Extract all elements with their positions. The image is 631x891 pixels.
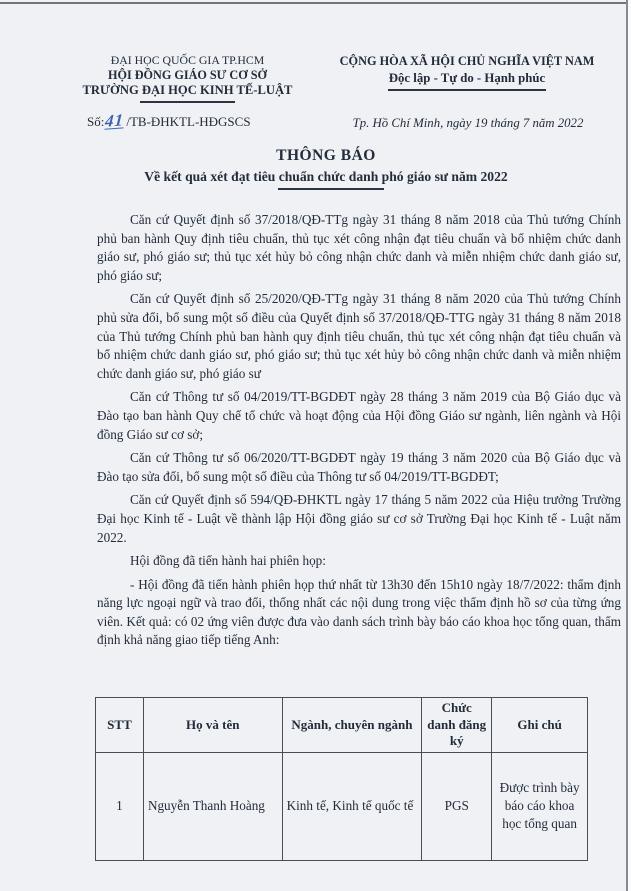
org-council-name: HỘI ĐỒNG GIÁO SƯ CƠ SỞ (107, 68, 268, 82)
paragraph-legal-basis-5: Căn cứ Quyết định số 594/QĐ-ĐHKTL ngày 17 tháng 5 năm 2022 của Hiệu trưởng Trường Đại học Kinh tế - Luật về thành lập Hội đồng giáo sư cơ sở Trường Đại học Kinh tế - Luật năm 2022. (97, 492, 621, 545)
paragraph-legal-basis-2: Căn cứ Quyết định số 25/2020/QĐ-TTg ngày 31 tháng 8 năm 2020 của Thủ tướng Chính phủ sửa đổi, bổ sung một số điều của Quyết định số 37/2018/QĐ-TTG ngày 31 tháng 8 năm 2018 của Thủ tướng Chính phủ ban hành quy định tiêu chuẩn, thủ tục xét công nhận đạt tiêu chuẩn và bổ nhiệm chức danh giáo sư, phó giáo sư; thủ tục xét hủy bỏ công nhận chức danh và miễn nhiệm chức danh giáo sư, phó giáo sư (97, 291, 621, 381)
document-number-line (87, 110, 251, 131)
motto-underline (388, 89, 546, 91)
doc-number-handwritten: 41 (104, 110, 126, 131)
title-underline (278, 188, 384, 190)
org-university-name: TRƯỜNG ĐẠI HỌC KINH TẾ-LUẬT (82, 83, 293, 97)
table-header-row (96, 698, 588, 753)
cell-registered-title: PGS (422, 752, 492, 860)
col-header-stt: STT (96, 698, 144, 753)
issuing-org-block (75, 53, 300, 103)
col-header-major: Ngành, chuyên ngành (282, 698, 422, 753)
paragraph-session-1-result: - Hội đồng đã tiến hành phiên họp thứ nhất từ 13h30 đến 15h10 ngày 18/7/2022: thẩm định năng lực ngoại ngữ và trao đổi, thống nhất các nội dung trong việc thẩm định hồ sơ của từng ứng viên. Kết quả: có 02 ứng viên được đưa vào danh sách trình bày báo cáo khoa học tổng quan, thẩm định khả năng giao tiếp tiếng Anh: (97, 576, 621, 648)
cell-major: Kinh tế, Kinh tế quốc tế (282, 752, 422, 860)
document-body (97, 211, 621, 655)
candidate-result-table (95, 697, 588, 861)
paragraph-legal-basis-4: Căn cứ Thông tư số 06/2020/TT-BGDĐT ngày 19 tháng 3 năm 2020 của Bộ Giáo dục và Đào tạo sửa đổi, bổ sung một số điều của Thông tư số 04/2019/TT-BGDĐT; (97, 450, 621, 484)
scan-top-edge (0, 2, 631, 4)
col-header-registered-title: Chức danh đăng ký (422, 698, 492, 753)
national-title: CỘNG HÒA XÃ HỘI CHỦ NGHĨA VIỆT NAM (339, 54, 595, 68)
paragraph-legal-basis-3: Căn cứ Thông tư số 04/2019/TT-BGDĐT ngày 28 tháng 3 năm 2019 của Bộ Giáo dục và Đào tạo ban hành Quy chế tổ chức và hoạt động của Hội đồng Giáo sư ngành, liên ngành và Hội đồng Giáo sư cơ sở; (97, 389, 621, 442)
doc-number-suffix: /TB-ĐHKTL-HĐGSCS (126, 114, 251, 129)
cell-fullname: Nguyễn Thanh Hoàng (143, 752, 282, 860)
cell-stt: 1 (96, 752, 144, 860)
table-row (96, 752, 588, 860)
national-motto: Độc lập - Tự do - Hạnh phúc (388, 71, 546, 85)
document-title-block (0, 147, 631, 190)
paragraph-sessions-intro: Hội đồng đã tiến hành hai phiên họp: (130, 553, 326, 569)
col-header-fullname: Họ và tên (143, 698, 282, 753)
document-subtitle: Về kết quả xét đạt tiêu chuẩn chức danh phó giáo sư năm 2022 (144, 169, 508, 184)
col-header-note: Ghi chú (492, 698, 588, 753)
doc-number-prefix: Số: (87, 114, 105, 129)
scan-right-edge (626, 0, 628, 891)
document-title: THÔNG BÁO (276, 147, 376, 164)
org-parent-name: ĐẠI HỌC QUỐC GIA TP.HCM (110, 53, 265, 67)
national-motto-block (327, 53, 607, 91)
place-date-line: Tp. Hồ Chí Minh, ngày 19 tháng 7 năm 2022 (352, 116, 584, 130)
paragraph-legal-basis-1: Căn cứ Quyết định số 37/2018/QĐ-TTg ngày 31 tháng 8 năm 2018 của Thủ tướng Chính phủ ban hành Quy định tiêu chuẩn, thủ tục xét công nhận đạt tiêu chuẩn và bổ nhiệm chức danh giáo sư, phó giáo sư; thủ tục xét hủy bỏ công nhận chức danh và miễn nhiệm chức danh giáo sư, phó giáo sư; (97, 212, 621, 283)
org-underline (140, 101, 235, 103)
cell-note: Được trình bày báo cáo khoa học tổng quan (492, 752, 588, 860)
